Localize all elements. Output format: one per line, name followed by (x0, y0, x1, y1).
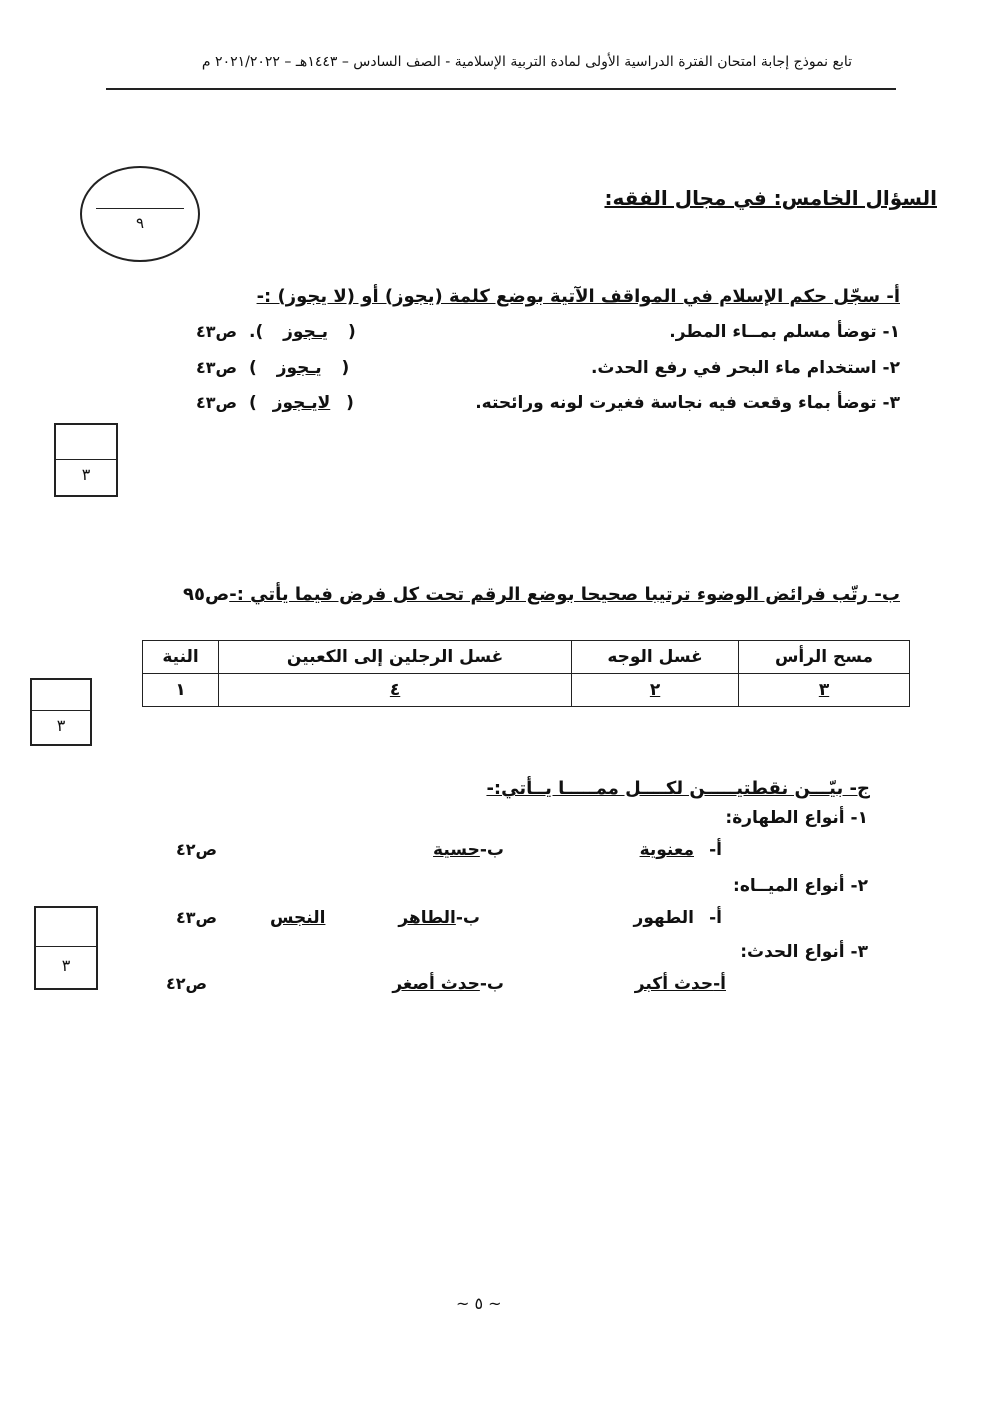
part-a-score: ٣ (81, 465, 91, 484)
order-value: ١ (175, 680, 186, 700)
part-a-item-3-value: لايـجوز (272, 393, 331, 413)
order-value: ٢ (649, 680, 661, 700)
order-value: ٤ (389, 680, 401, 700)
part-c-group-1-b-value: حسية (433, 840, 480, 860)
part-a-item-2-open: ( (341, 358, 350, 378)
part-a-score-box (54, 423, 118, 497)
score-divider (32, 710, 90, 711)
part-a-item-2-value: يـجوز (276, 358, 322, 378)
part-b-title-text: ب- رتّب فرائض الوضوء ترتيبا صحيحا بوضع الرقم تحت كل فرض فيما يأتي :- (229, 584, 900, 605)
table-value-cell (739, 674, 910, 707)
part-a-item-2-text: ٢- استخدام ماء البحر في رفع الحدث. (590, 358, 900, 378)
table-value-cell (219, 674, 572, 707)
part-c-group-3-b-value: حدث أصغر (392, 974, 480, 994)
table-header-cell: النية (143, 641, 219, 674)
part-a-item-3-answer (196, 393, 354, 413)
score-divider (96, 208, 184, 209)
part-c-group-1-a-prefix: أ- (709, 840, 722, 860)
part-c-score-box (34, 906, 98, 990)
part-c-group-1-ref: ص٤٢ (176, 840, 218, 859)
part-c-group-1-b (433, 840, 504, 860)
part-a-item-1-close: ). (248, 322, 264, 342)
part-c-group-1-label: ١- أنواع الطهارة: (725, 808, 868, 828)
part-a-item-2-close: ) (248, 358, 257, 378)
part-c-group-2-c-value: النجس (270, 908, 326, 928)
part-a-item-2-answer (196, 358, 349, 378)
part-c-title-text: ج- بيّـــن نقطتيـــــن لكــــل ممـــــا يــأتي:- (486, 778, 870, 799)
total-score: ٩ (135, 214, 145, 232)
part-c-group-3-a (635, 974, 726, 994)
part-a-item-1-value: يـجوز (283, 322, 329, 342)
part-b-title (183, 584, 900, 605)
part-c-group-2-b-prefix: ب- (455, 908, 480, 928)
table-value-cell (143, 674, 219, 707)
table-header-cell: غسل الرجلين إلى الكعبين (219, 641, 572, 674)
part-b-score: ٣ (56, 716, 66, 735)
part-a-item-3-close: ) (248, 393, 257, 413)
part-a-item-1-ref: ص٤٣ (196, 322, 238, 341)
table-value-row (143, 674, 910, 707)
part-c-group-2-label: ٢- أنواع الميــاه: (733, 876, 868, 896)
part-c-group-1-a-value: معنوية (639, 840, 694, 860)
part-c-group-3-b (392, 974, 504, 994)
part-c-group-3-a-value: حدث أكبر (634, 974, 714, 994)
part-c-score: ٣ (61, 956, 71, 975)
order-value: ٣ (818, 680, 830, 700)
table-header-cell: غسل الوجه (572, 641, 739, 674)
part-c-group-2-ref: ص٤٣ (176, 908, 218, 927)
part-c-group-2-b-value: الطاهر (398, 908, 456, 928)
page-number: ~ ٥ ~ (456, 1294, 502, 1313)
part-c-group-3-label: ٣- أنواع الحدث: (740, 942, 868, 962)
part-a-item-3-open: ( (346, 393, 354, 413)
part-a-item-3-text: ٣- توضأ بماء وقعت فيه نجاسة فغيرت لونه ورائحته. (475, 393, 900, 413)
wudu-order-table (142, 640, 910, 707)
part-c-group-2-c (270, 908, 325, 928)
part-c-group-3-b-prefix: ب- (479, 974, 504, 994)
page-header: تابع نموذج إجابة امتحان الفترة الدراسية الأولى لمادة التربية الإسلامية - الصف السادس – ١٤٤٣هـ – ٢٠٢١/٢٠٢٢ م (201, 54, 852, 70)
table-header-row (143, 641, 910, 674)
table-header-cell: مسح الرأس (739, 641, 910, 674)
part-c-title (486, 778, 870, 799)
part-a-title (257, 286, 900, 307)
part-c-group-1-b-prefix: ب- (479, 840, 504, 860)
total-score-ellipse (80, 166, 200, 262)
part-a-title-text: أ- سجّل حكم الإسلام في المواقف الآتية بوضع كلمة (يجوز) أو (لا يجوز) :- (256, 286, 900, 307)
part-a-item-1-answer (196, 322, 356, 342)
part-a-item-2-ref: ص٤٣ (196, 358, 238, 377)
part-c-group-2-b (398, 908, 480, 928)
part-a-item-1-text: ١- توضأ مسلم بمــاء المطر. (669, 322, 900, 342)
part-c-group-3-a-prefix: أ- (713, 974, 726, 994)
part-b-score-box (30, 678, 92, 746)
part-c-group-2-a-prefix: أ- (709, 908, 722, 928)
part-a-item-3-ref: ص٤٣ (196, 393, 238, 412)
score-divider (36, 946, 96, 947)
part-b-ref: ص٩٥ (183, 584, 230, 605)
part-c-group-1-a (640, 840, 694, 860)
part-a-item-1-open: ( (347, 322, 356, 342)
part-c-group-2-a-value: الطهور (633, 908, 694, 928)
part-c-group-2-a (634, 908, 694, 928)
score-divider (56, 459, 116, 460)
header-divider (106, 88, 896, 90)
question-title: السؤال الخامس: في مجال الفقه: (604, 186, 937, 210)
table-value-cell (572, 674, 739, 707)
part-c-group-3-ref: ص٤٢ (166, 974, 208, 993)
